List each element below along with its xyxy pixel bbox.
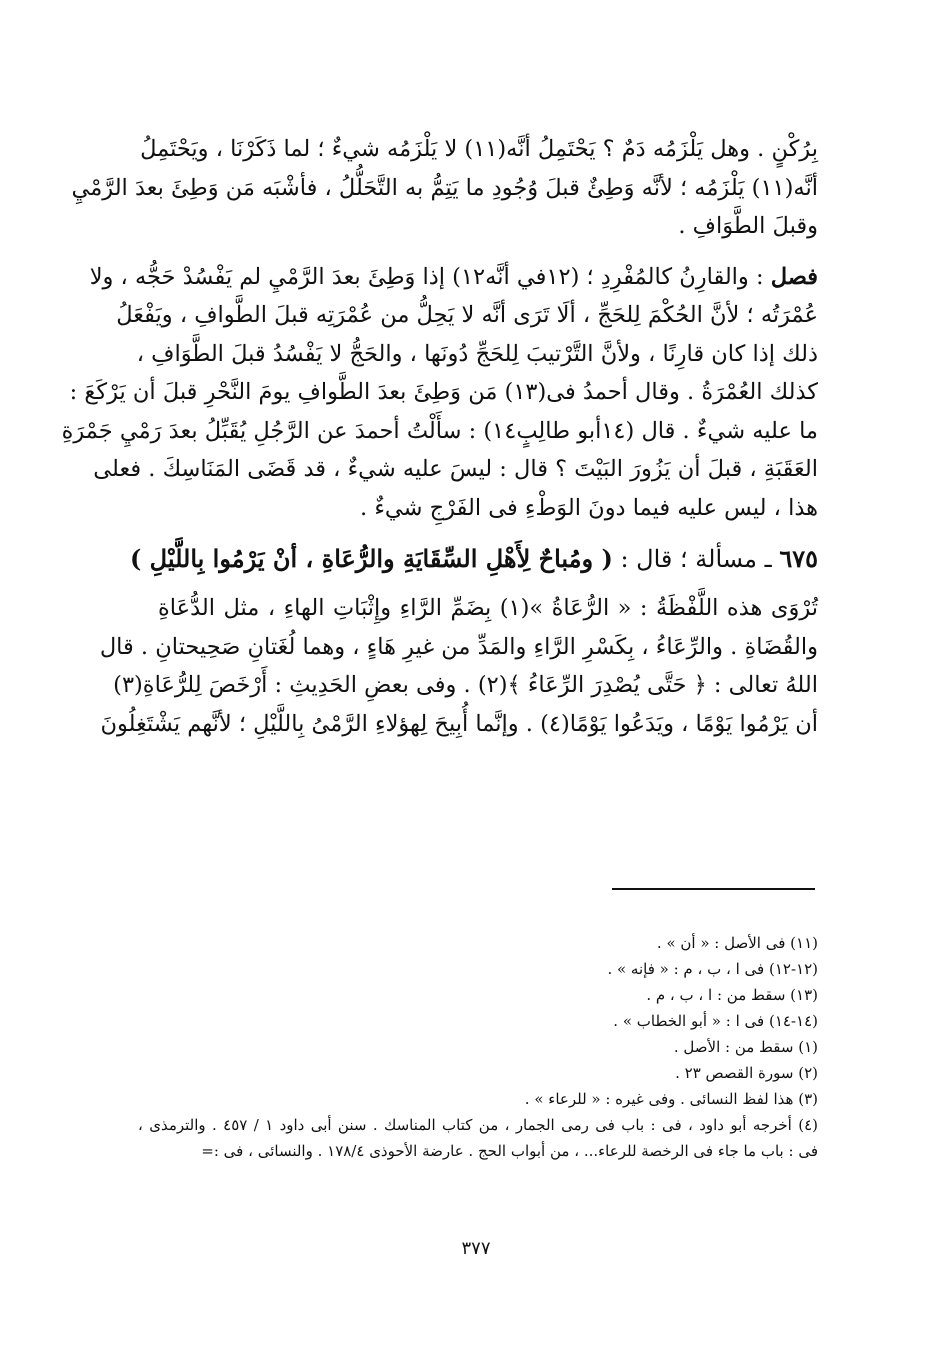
text-line: ذلك إذا كان قارِنًا ، ولأنَّ التَّرْتيبَ لِلحَجِّ دُونَها ، والحَجُّ لا يَفْسُدُ قبلَ الطَّوَافِ ، (136, 340, 818, 367)
footnote: (٣) هذا لفظ النسائى . وفى غيره : « للرعاء » . (524, 1090, 818, 1108)
main-text (61, 130, 819, 755)
text-line: هذا ، ليس عليه فيما دونَ الوَطْءِ فى الفَرْجِ شيءٌ . (360, 494, 818, 521)
footnote-divider (612, 888, 815, 890)
text-line: اللهُ تعالى : ﴿ حَتَّى يُصْدِرَ الرِّعَاءُ ﴾(٢) . وفى بعضِ الحَدِيثِ : أَرْخَصَ لِلرُّعَاةِ(٣) (113, 672, 818, 698)
paragraph-1 (71, 130, 818, 246)
paragraph-3 (99, 589, 819, 743)
footnote: (٤) أخرجه أبو داود ، فى : باب فى رمى الجمار ، من كتاب المناسك . سنن أبى داود ١ / ٤٥٧ . والترمذى ، (138, 1116, 818, 1134)
text-line: عُمْرَتُه ؛ لأنَّ الحُكْمَ لِلحَجِّ ، ألَا تَرَى أنَّه لا يَحِلُّ من عُمْرَتِه قبلَ الطَّوافِ ، ويَفْعَلُ (116, 302, 818, 328)
footnote: (١١) فى الأصل : « أن » . (656, 934, 818, 952)
text-line: تُرْوَى هذه اللَّفْظَةُ : « الرُّعَاةُ »(١) بِضَمِّ الرَّاءِ وإِثْبَاتِ الهاءِ ، مثل الدُّعَاةِ (158, 595, 819, 621)
section-label: فصل (770, 263, 818, 290)
issue-number: ٦٧٥ (779, 544, 818, 573)
text-line: وقبلَ الطَّوَافِ . (678, 213, 818, 239)
text-line: ما عليه شيءٌ . قال (١٤أبو طالِبٍ١٤) : سأَلْتُ أحمدَ عن الرَّجُلِ يُقَبِّلُ بعدَ رَمْيِ جَمْرَةِ (61, 417, 818, 444)
text-line: أنَّه(١١) يَلْزَمُه ؛ لأنَّه وَطِئٌ قبلَ وُجُودِ ما يَتِمُّ به التَّحَلُّلُ ، فأشْبَه مَن وَطِئَ بعدَ الرَّمْيِ (71, 174, 818, 201)
paragraph-2 (61, 258, 818, 528)
footnote: (١٤-١٤) فى ا : « أبو الخطاب » . (613, 1012, 818, 1030)
footnote: (٢) سورة القصص ٢٣ . (675, 1064, 818, 1082)
text-line: والقُضَاةِ . والرِّعَاءُ ، بِكَسْرِ الرَّاءِ والمَدِّ من غيرِ هَاءٍ ، وهما لُغَتانِ صَحِيحتانِ . قال (99, 633, 818, 660)
issue-heading (129, 539, 818, 579)
footnotes (138, 930, 818, 1164)
text-line (89, 258, 818, 297)
text-span: : والقارِنُ كالمُفْرِدِ ؛ (١٢في أنَّه١٢) إذا وَطِئَ بعدَ الرَّمْيِ لم يَفْسُدْ حَجُّه ، ولا (89, 263, 771, 290)
footnote: (١٢-١٢) فى ا ، ب ، م : « فإنه » . (607, 960, 818, 978)
page-number: ٣٧٧ (461, 1238, 491, 1259)
text-line: كذلك العُمْرَةُ . وقال أحمدُ فى(١٣) مَن وَطِئَ بعدَ الطَّوافِ يومَ النَّحْرِ قبلَ أن يَرْكَعَ : (69, 379, 818, 405)
footnote: (١) سقط من : الأصل . (673, 1038, 818, 1056)
text-line: العَقَبَةِ ، قبلَ أن يَزُورَ البَيْتَ ؟ قال : ليسَ عليه شيءٌ ، قد قَضَى المَنَاسِكَ . فعلى (93, 456, 818, 482)
text-line: بِرُكْنٍ . وهل يَلْزَمُه دَمٌ ؟ يَحْتَمِلُ أنَّه(١١) لا يَلْزَمُه شيءٌ ؛ لما ذَكَرْنَا ، ويَحْتَمِلُ (140, 136, 818, 162)
issue-label: ـ مسألة ؛ قال : (612, 545, 780, 573)
text-line: أن يَرْمُوا يَوْمًا ، ويَدَعُوا يَوْمًا(٤) . وإنَّما أُبِيحَ لِهؤلاءِ الرَّمْىُ بِاللَّيْلِ ؛ لأنَّهم يَشْتَغِلُونَ (100, 710, 818, 737)
footnote: (١٣) سقط من : ا ، ب ، م . (646, 986, 818, 1004)
issue-quote: ( ومُباحٌ لِأَهْلِ السِّقَايَةِ والرُّعَاةِ ، أنْ يَرْمُوا بِاللَّيْلِ ) (129, 544, 613, 573)
footnote: فى : باب ما جاء فى الرخصة للرعاء... ، من أبواب الحج . عارضة الأحوذى ١٧٨/٤ . والنسائى ، فى := (201, 1142, 818, 1160)
